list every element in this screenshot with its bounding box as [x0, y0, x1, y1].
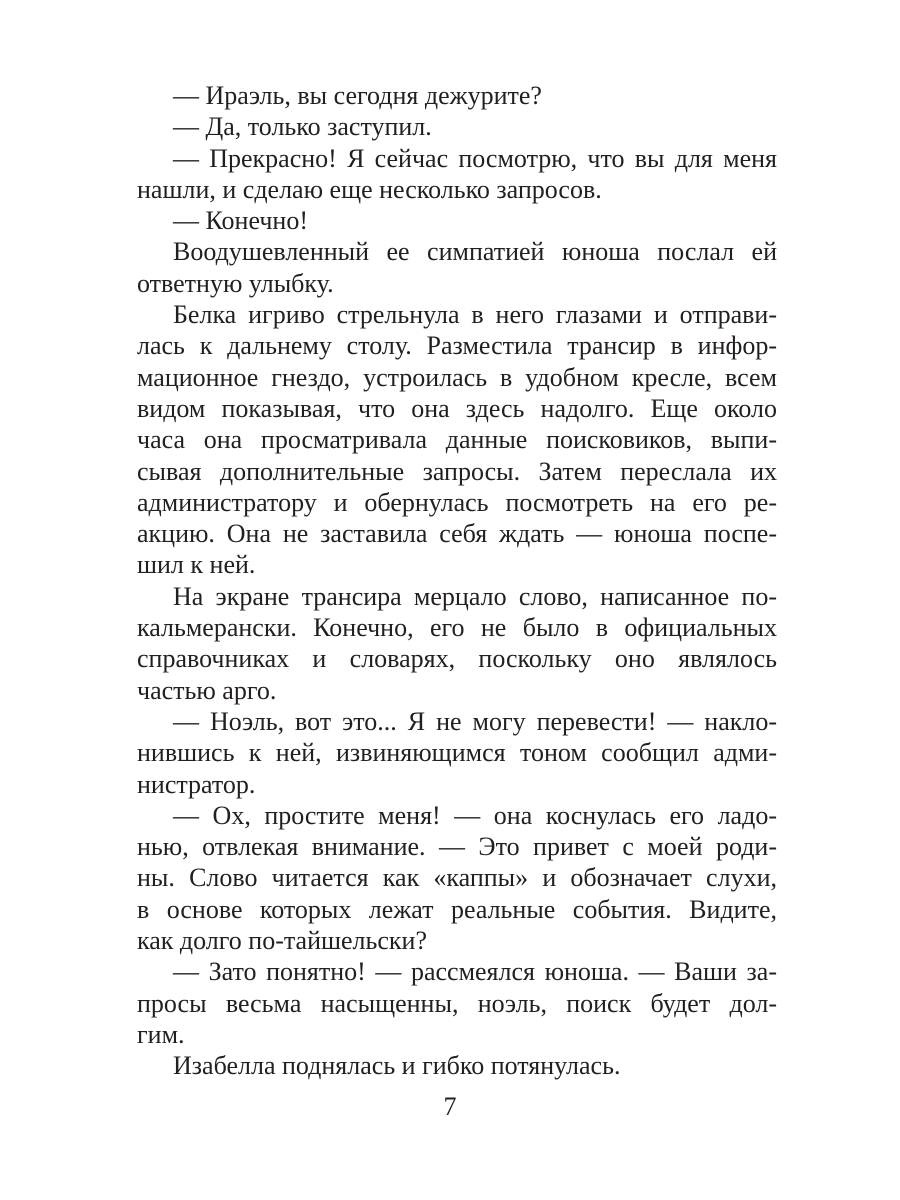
text-line: частью арго. [137, 675, 277, 705]
text-line: Изабелла поднялась и гибко потянулась. [173, 1051, 621, 1081]
text-line: просы весьма насыщенны, ноэль, поиск будет дол- [137, 988, 777, 1018]
text-line: шил к ней. [137, 550, 256, 580]
text-line: нистратор. [137, 769, 256, 799]
text-line: — Зато понятно! — рассмеялся юноша. — Ваши за- [173, 957, 777, 987]
text-line: мационное гнездо, устроилась в удобном кресле, всем [137, 362, 777, 392]
page-number: 7 [443, 1092, 457, 1121]
text-line: нашли, и сделаю еще несколько запросов. [137, 174, 602, 204]
text-line: справочниках и словарях, поскольку оно являлось [137, 644, 777, 674]
text-line: — Да, только заступил. [173, 112, 432, 142]
text-line: — Ох, простите меня! — она коснулась его ладо- [173, 800, 777, 830]
text-line: сывая дополнительные запросы. Затем переслала их [137, 456, 777, 486]
text-line: как долго по-тайшельски? [137, 926, 428, 956]
text-line: На экране трансира мерцало слово, написанное по- [173, 581, 777, 611]
text-line: видом показывая, что она здесь надолго. Еще около [137, 393, 777, 423]
body-text [137, 80, 777, 1082]
text-line: Белка игриво стрельнула в него глазами и отправи- [173, 300, 777, 330]
text-line: гим. [137, 1019, 185, 1049]
text-line: акцию. Она не заставила себя ждать — юноша поспе- [137, 519, 777, 549]
text-line: — Прекрасно! Я сейчас посмотрю, что вы для меня [173, 143, 777, 173]
text-line: лась к дальнему столу. Разместила трансир в инфор- [137, 331, 777, 361]
text-line: администратору и обернулась посмотреть на его ре- [137, 487, 777, 517]
text-line: ны. Слово читается как «каппы» и обозначает слухи, [137, 863, 777, 893]
text-line: нью, отвлекая внимание. — Это привет с моей роди- [137, 832, 777, 862]
text-line: ответную улыбку. [137, 268, 334, 298]
text-line: в основе которых лежат реальные события. Видите, [137, 894, 777, 924]
text-line: — Ноэль, вот это... Я не могу перевести! — накло- [173, 706, 777, 736]
text-line: — Конечно! [173, 206, 309, 236]
text-line: — Ираэль, вы сегодня дежурите? [173, 81, 542, 110]
text-line: кальмерански. Конечно, его не было в официальных [137, 613, 777, 643]
text-line: Воодушевленный ее симпатией юноша послал ей [173, 237, 777, 267]
text-line: часа она просматривала данные поисковиков, выпи- [137, 425, 777, 455]
text-line: нившись к ней, извиняющимся тоном сообщил адми- [137, 738, 777, 768]
